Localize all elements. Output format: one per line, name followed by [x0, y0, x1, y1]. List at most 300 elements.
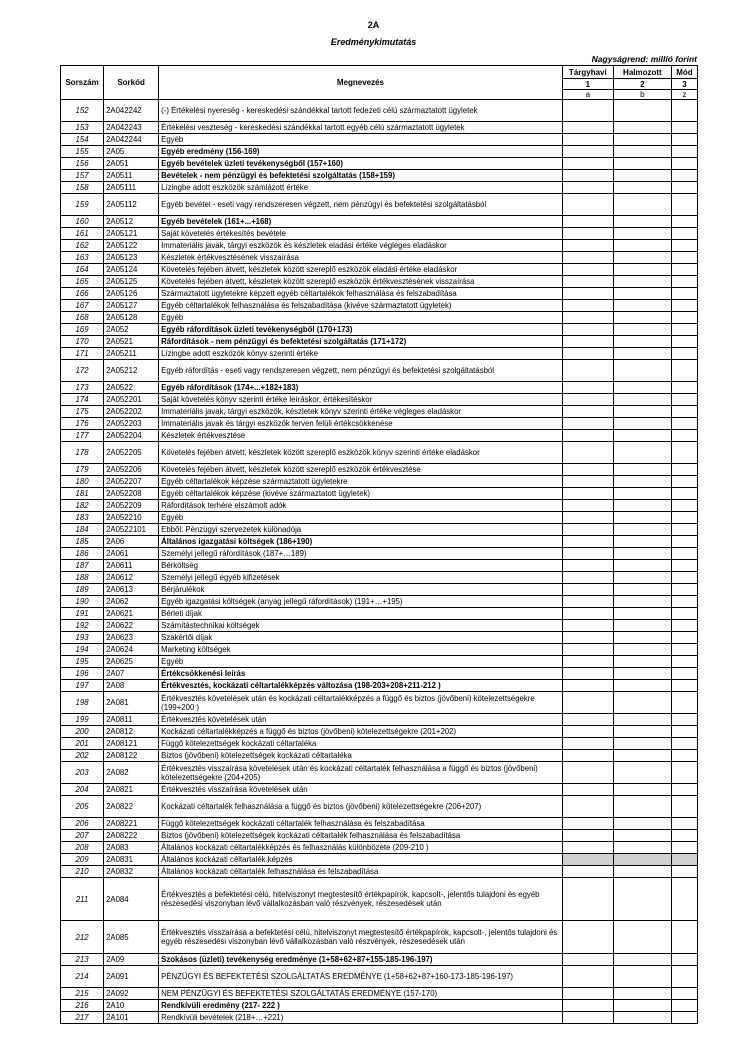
table-row: [61, 476, 698, 488]
cell-mod[interactable]: [671, 276, 697, 288]
cell-mod[interactable]: [671, 966, 697, 988]
row-code: 2A052206: [104, 464, 159, 476]
cell-targyhavi[interactable]: [562, 476, 613, 488]
cell-mod[interactable]: [671, 584, 697, 596]
row-code: 2A0822: [104, 796, 159, 818]
cell-halmozott[interactable]: [613, 738, 671, 750]
cell-targyhavi[interactable]: [562, 796, 613, 818]
cell-targyhavi[interactable]: [562, 228, 613, 240]
cell-targyhavi[interactable]: [562, 644, 613, 656]
cell-halmozott[interactable]: [613, 988, 671, 1000]
table-row: [61, 854, 698, 866]
cell-mod[interactable]: [671, 324, 697, 336]
table-row: [61, 738, 698, 750]
row-code: 2A0612: [104, 572, 159, 584]
row-number: 209: [61, 854, 104, 866]
table-row: [61, 796, 698, 818]
cell-mod[interactable]: [671, 240, 697, 252]
cell-mod[interactable]: [671, 360, 697, 382]
cell-targyhavi[interactable]: [562, 656, 613, 668]
row-description: Értékvesztés visszaírása követelések után és kockázati céltartalék felhasználása a függő és biztos (jövőbeni) kötelezettségekre (204+205): [159, 762, 563, 784]
cell-halmozott[interactable]: [613, 632, 671, 644]
table-row: [61, 548, 698, 560]
cell-mod[interactable]: [671, 524, 697, 536]
cell-halmozott[interactable]: [613, 692, 671, 714]
row-description: Bevételek - nem pénzügyi és befektetési szolgáltatás (158+159): [159, 170, 563, 182]
row-number: 191: [61, 608, 104, 620]
cell-targyhavi[interactable]: [562, 336, 613, 348]
cell-mod[interactable]: [671, 656, 697, 668]
row-description: Kockázati céltartalék felhasználása a függő és biztos (jövőbeni) kötelezettségekre (206+207): [159, 796, 563, 818]
cell-targyhavi[interactable]: [562, 134, 613, 146]
cell-halmozott[interactable]: [613, 146, 671, 158]
table-row: [61, 966, 698, 988]
cell-targyhavi[interactable]: [562, 122, 613, 134]
page-title: Eredménykimutatás: [330, 37, 417, 47]
cell-targyhavi[interactable]: [562, 146, 613, 158]
cell-targyhavi[interactable]: [562, 360, 613, 382]
row-number: 208: [61, 842, 104, 854]
cell-mod[interactable]: [671, 1000, 697, 1012]
row-description: Egyéb: [159, 134, 563, 146]
table-row: [61, 1012, 698, 1024]
row-code: 2A05: [104, 146, 159, 158]
cell-targyhavi[interactable]: [562, 158, 613, 170]
cell-halmozott[interactable]: [613, 122, 671, 134]
cell-targyhavi[interactable]: [562, 608, 613, 620]
cell-mod[interactable]: [671, 878, 697, 921]
cell-halmozott[interactable]: [613, 276, 671, 288]
cell-halmozott[interactable]: [613, 418, 671, 430]
table-row: [61, 608, 698, 620]
cell-targyhavi[interactable]: [562, 632, 613, 644]
row-description: Ráfordítások terhére elszámolt adók: [159, 500, 563, 512]
row-description: Egyéb céltartalékok felhasználása és felszabadítása (kivéve származtatott ügyletek): [159, 300, 563, 312]
cell-mod[interactable]: [671, 216, 697, 228]
cell-targyhavi[interactable]: [562, 418, 613, 430]
cell-mod[interactable]: [671, 500, 697, 512]
cell-mod[interactable]: [671, 228, 697, 240]
cell-mod[interactable]: [671, 122, 697, 134]
row-code: 2A05121: [104, 228, 159, 240]
cell-mod[interactable]: [671, 158, 697, 170]
row-number: 165: [61, 276, 104, 288]
cell-halmozott[interactable]: [613, 442, 671, 464]
header-megnevezes: Megnevezés: [159, 66, 563, 100]
cell-mod[interactable]: [671, 100, 697, 122]
row-description: Általános kockázati céltartalékképzés és felhasználás különbözete (209-210 ): [159, 842, 563, 854]
cell-halmozott[interactable]: [613, 240, 671, 252]
cell-mod[interactable]: [671, 560, 697, 572]
row-code: 2A0832: [104, 866, 159, 878]
row-code: 2A08121: [104, 738, 159, 750]
cell-mod[interactable]: [671, 382, 697, 394]
cell-targyhavi[interactable]: [562, 572, 613, 584]
table-body: [61, 100, 698, 1024]
cell-mod[interactable]: [671, 336, 697, 348]
cell-targyhavi[interactable]: [562, 488, 613, 500]
cell-halmozott[interactable]: [613, 324, 671, 336]
cell-targyhavi[interactable]: [562, 442, 613, 464]
cell-mod[interactable]: [671, 182, 697, 194]
cell-targyhavi[interactable]: [562, 288, 613, 300]
cell-targyhavi[interactable]: [562, 921, 613, 954]
cell-targyhavi[interactable]: [562, 182, 613, 194]
cell-mod[interactable]: [671, 442, 697, 464]
cell-mod[interactable]: [671, 750, 697, 762]
cell-mod[interactable]: [671, 264, 697, 276]
cell-halmozott[interactable]: [613, 620, 671, 632]
row-code: 2A062: [104, 596, 159, 608]
table-row: [61, 252, 698, 264]
cell-mod[interactable]: [671, 476, 697, 488]
cell-halmozott[interactable]: [613, 100, 671, 122]
row-code: 2A052210: [104, 512, 159, 524]
cell-halmozott[interactable]: [613, 336, 671, 348]
row-number: 154: [61, 134, 104, 146]
cell-mod[interactable]: [671, 632, 697, 644]
row-code: 2A0821: [104, 784, 159, 796]
cell-mod[interactable]: [671, 146, 697, 158]
cell-targyhavi[interactable]: [562, 866, 613, 878]
row-code: 2A05112: [104, 194, 159, 216]
cell-targyhavi[interactable]: [562, 726, 613, 738]
cell-mod[interactable]: [671, 818, 697, 830]
header-sorkod: Sorkód: [104, 66, 159, 100]
row-description: Értékvesztés visszaírása a befektetési célú, hitelviszonyt megtestesítő értékpapírok, kapcsolt-, jelentős tulajdoni és egyéb részesedési viszonyban lévő vállalkozásban való részvények, részesedések után: [159, 921, 563, 954]
cell-halmozott[interactable]: [613, 966, 671, 988]
row-number: 167: [61, 300, 104, 312]
cell-targyhavi[interactable]: [562, 216, 613, 228]
cell-mod[interactable]: [671, 680, 697, 692]
row-description: Biztos (jövőbeni) kötelezettségek kockázati céltartaléka: [159, 750, 563, 762]
cell-halmozott[interactable]: [613, 796, 671, 818]
cell-targyhavi[interactable]: [562, 988, 613, 1000]
cell-halmozott[interactable]: [613, 394, 671, 406]
row-code: 2A0621: [104, 608, 159, 620]
cell-mod[interactable]: [671, 536, 697, 548]
cell-targyhavi[interactable]: [562, 738, 613, 750]
cell-mod[interactable]: [671, 608, 697, 620]
table-row: [61, 146, 698, 158]
cell-targyhavi[interactable]: [562, 842, 613, 854]
cell-halmozott[interactable]: [613, 608, 671, 620]
cell-mod[interactable]: [671, 620, 697, 632]
row-number: 152: [61, 100, 104, 122]
cell-halmozott[interactable]: [613, 1000, 671, 1012]
cell-mod[interactable]: [671, 572, 697, 584]
cell-targyhavi[interactable]: [562, 762, 613, 784]
row-description: Személyi jellegű ráfordítások (187+…189): [159, 548, 563, 560]
cell-targyhavi[interactable]: [562, 1012, 613, 1024]
cell-mod[interactable]: [671, 252, 697, 264]
cell-mod[interactable]: [671, 921, 697, 954]
cell-halmozott[interactable]: [613, 194, 671, 216]
cell-halmozott[interactable]: [613, 228, 671, 240]
cell-targyhavi[interactable]: [562, 536, 613, 548]
cell-halmozott[interactable]: [613, 312, 671, 324]
cell-halmozott[interactable]: [613, 596, 671, 608]
cell-targyhavi[interactable]: [562, 714, 613, 726]
cell-halmozott[interactable]: [613, 714, 671, 726]
cell-mod[interactable]: [671, 288, 697, 300]
row-number: 179: [61, 464, 104, 476]
cell-mod[interactable]: [671, 548, 697, 560]
row-description: Értékvesztés követelések után: [159, 714, 563, 726]
cell-targyhavi[interactable]: [562, 854, 613, 866]
cell-halmozott[interactable]: [613, 954, 671, 966]
cell-mod[interactable]: [671, 830, 697, 842]
cell-targyhavi[interactable]: [562, 382, 613, 394]
cell-mod[interactable]: [671, 692, 697, 714]
cell-halmozott[interactable]: [613, 382, 671, 394]
table-row: [61, 680, 698, 692]
row-number: 189: [61, 584, 104, 596]
row-number: 203: [61, 762, 104, 784]
cell-targyhavi[interactable]: [562, 966, 613, 988]
cell-halmozott[interactable]: [613, 134, 671, 146]
cell-mod[interactable]: [671, 394, 697, 406]
cell-halmozott[interactable]: [613, 584, 671, 596]
cell-targyhavi[interactable]: [562, 406, 613, 418]
table-row: [61, 512, 698, 524]
row-number: 212: [61, 921, 104, 954]
table-row: [61, 488, 698, 500]
row-description: Egyéb: [159, 512, 563, 524]
cell-targyhavi[interactable]: [562, 680, 613, 692]
cell-targyhavi[interactable]: [562, 548, 613, 560]
cell-halmozott[interactable]: [613, 762, 671, 784]
row-number: 173: [61, 382, 104, 394]
cell-mod[interactable]: [671, 988, 697, 1000]
row-number: 199: [61, 714, 104, 726]
cell-mod[interactable]: [671, 300, 697, 312]
cell-mod[interactable]: [671, 738, 697, 750]
row-code: 2A05122: [104, 240, 159, 252]
cell-halmozott[interactable]: [613, 750, 671, 762]
row-number: 160: [61, 216, 104, 228]
cell-mod[interactable]: [671, 784, 697, 796]
cell-halmozott[interactable]: [613, 476, 671, 488]
cell-halmozott[interactable]: [613, 182, 671, 194]
cell-mod[interactable]: [671, 134, 697, 146]
row-code: 2A081: [104, 692, 159, 714]
row-number: 153: [61, 122, 104, 134]
row-description: Egyéb céltartalékok képzése (kivéve származtatott ügyletek): [159, 488, 563, 500]
header-targyhavi: Tárgyhavi: [562, 66, 613, 79]
cell-halmozott[interactable]: [613, 572, 671, 584]
row-description: Saját követelés könyv szerinti értéke leíráskor, értékesítéskor: [159, 394, 563, 406]
row-number: 207: [61, 830, 104, 842]
cell-targyhavi[interactable]: [562, 784, 613, 796]
cell-halmozott[interactable]: [613, 488, 671, 500]
cell-targyhavi[interactable]: [562, 818, 613, 830]
cell-targyhavi[interactable]: [562, 750, 613, 762]
row-code: 2A05126: [104, 288, 159, 300]
cell-halmozott[interactable]: [613, 300, 671, 312]
cell-mod[interactable]: [671, 796, 697, 818]
row-description: Ráfordítások - nem pénzügyi és befektetési szolgáltatás (171+172): [159, 336, 563, 348]
cell-targyhavi[interactable]: [562, 240, 613, 252]
cell-targyhavi[interactable]: [562, 500, 613, 512]
cell-targyhavi[interactable]: [562, 620, 613, 632]
row-description: Készletek értékvesztésének visszaírása: [159, 252, 563, 264]
cell-targyhavi[interactable]: [562, 170, 613, 182]
cell-halmozott[interactable]: [613, 348, 671, 360]
cell-targyhavi[interactable]: [562, 878, 613, 921]
table-row: [61, 228, 698, 240]
cell-mod[interactable]: [671, 866, 697, 878]
table-row: [61, 500, 698, 512]
cell-mod[interactable]: [671, 406, 697, 418]
cell-halmozott[interactable]: [613, 830, 671, 842]
cell-mod[interactable]: [671, 954, 697, 966]
cell-mod[interactable]: [671, 644, 697, 656]
cell-mod[interactable]: [671, 418, 697, 430]
row-number: 198: [61, 692, 104, 714]
cell-targyhavi[interactable]: [562, 252, 613, 264]
row-number: 214: [61, 966, 104, 988]
cell-halmozott[interactable]: [613, 854, 671, 866]
row-code: 2A08221: [104, 818, 159, 830]
row-code: 2A10: [104, 1000, 159, 1012]
cell-targyhavi[interactable]: [562, 830, 613, 842]
cell-mod[interactable]: [671, 512, 697, 524]
cell-mod[interactable]: [671, 488, 697, 500]
row-number: 197: [61, 680, 104, 692]
row-description: Általános kockázati céltartalék képzés: [159, 854, 563, 866]
cell-halmozott[interactable]: [613, 500, 671, 512]
row-number: 169: [61, 324, 104, 336]
cell-targyhavi[interactable]: [562, 100, 613, 122]
cell-mod[interactable]: [671, 842, 697, 854]
cell-halmozott[interactable]: [613, 536, 671, 548]
cell-targyhavi[interactable]: [562, 596, 613, 608]
row-code: 2A08: [104, 680, 159, 692]
cell-targyhavi[interactable]: [562, 264, 613, 276]
cell-halmozott[interactable]: [613, 842, 671, 854]
table-row: [61, 692, 698, 714]
cell-halmozott[interactable]: [613, 866, 671, 878]
row-number: 174: [61, 394, 104, 406]
row-description: PÉNZÜGYI ÉS BEFEKTETÉSI SZOLGÁLTATÁS EREDMÉNYE (1+58+62+87+160-173-185-196-197): [159, 966, 563, 988]
cell-halmozott[interactable]: [613, 784, 671, 796]
cell-targyhavi[interactable]: [562, 394, 613, 406]
row-number: 216: [61, 1000, 104, 1012]
cell-halmozott[interactable]: [613, 668, 671, 680]
cell-halmozott[interactable]: [613, 644, 671, 656]
table-row: [61, 878, 698, 921]
cell-targyhavi[interactable]: [562, 584, 613, 596]
cell-halmozott[interactable]: [613, 360, 671, 382]
cell-halmozott[interactable]: [613, 726, 671, 738]
row-code: 2A092: [104, 988, 159, 1000]
cell-mod[interactable]: [671, 1012, 697, 1024]
cell-targyhavi[interactable]: [562, 668, 613, 680]
cell-targyhavi[interactable]: [562, 194, 613, 216]
header-col-num-1: 1: [562, 79, 613, 90]
cell-mod[interactable]: [671, 430, 697, 442]
cell-mod[interactable]: [671, 312, 697, 324]
cell-halmozott[interactable]: [613, 158, 671, 170]
row-number: 215: [61, 988, 104, 1000]
table-row: [61, 394, 698, 406]
cell-targyhavi[interactable]: [562, 300, 613, 312]
cell-halmozott[interactable]: [613, 1012, 671, 1024]
cell-mod[interactable]: [671, 854, 697, 866]
cell-mod[interactable]: [671, 194, 697, 216]
row-code: 2A07: [104, 668, 159, 680]
cell-halmozott[interactable]: [613, 548, 671, 560]
header-col-num-3: 3: [671, 79, 697, 90]
cell-halmozott[interactable]: [613, 170, 671, 182]
table-row: [61, 584, 698, 596]
cell-halmozott[interactable]: [613, 406, 671, 418]
row-description: Egyéb ráfordítások (174+...+182+183): [159, 382, 563, 394]
cell-halmozott[interactable]: [613, 560, 671, 572]
cell-mod[interactable]: [671, 170, 697, 182]
row-description: Értékvesztés a befektetési célú, hitelviszonyt megtestesítő értékpapírok, kapcsolt-, jelentős tulajdoni és egyéb részesedési viszonyban lévő vállalkozásban való részvények, részesedések után: [159, 878, 563, 921]
cell-halmozott[interactable]: [613, 818, 671, 830]
cell-halmozott[interactable]: [613, 216, 671, 228]
cell-targyhavi[interactable]: [562, 348, 613, 360]
cell-halmozott[interactable]: [613, 656, 671, 668]
cell-mod[interactable]: [671, 668, 697, 680]
row-description: Értékvesztés visszaírása követelések után: [159, 784, 563, 796]
cell-halmozott[interactable]: [613, 878, 671, 921]
cell-halmozott[interactable]: [613, 680, 671, 692]
cell-halmozott[interactable]: [613, 430, 671, 442]
cell-targyhavi[interactable]: [562, 276, 613, 288]
cell-mod[interactable]: [671, 464, 697, 476]
cell-halmozott[interactable]: [613, 512, 671, 524]
row-code: 2A0624: [104, 644, 159, 656]
cell-halmozott[interactable]: [613, 288, 671, 300]
row-description: Egyéb céltartalékok képzése származtatott ügyletekre: [159, 476, 563, 488]
cell-halmozott[interactable]: [613, 921, 671, 954]
cell-targyhavi[interactable]: [562, 430, 613, 442]
cell-mod[interactable]: [671, 762, 697, 784]
table-row: [61, 158, 698, 170]
cell-halmozott[interactable]: [613, 252, 671, 264]
cell-halmozott[interactable]: [613, 524, 671, 536]
table-row: [61, 784, 698, 796]
cell-targyhavi[interactable]: [562, 560, 613, 572]
cell-halmozott[interactable]: [613, 464, 671, 476]
cell-targyhavi[interactable]: [562, 312, 613, 324]
cell-targyhavi[interactable]: [562, 692, 613, 714]
cell-mod[interactable]: [671, 596, 697, 608]
cell-targyhavi[interactable]: [562, 954, 613, 966]
cell-mod[interactable]: [671, 348, 697, 360]
cell-mod[interactable]: [671, 726, 697, 738]
cell-targyhavi[interactable]: [562, 512, 613, 524]
cell-targyhavi[interactable]: [562, 464, 613, 476]
cell-targyhavi[interactable]: [562, 324, 613, 336]
row-number: 217: [61, 1012, 104, 1024]
cell-halmozott[interactable]: [613, 264, 671, 276]
row-number: 186: [61, 548, 104, 560]
cell-targyhavi[interactable]: [562, 1000, 613, 1012]
cell-targyhavi[interactable]: [562, 524, 613, 536]
row-code: 2A052204: [104, 430, 159, 442]
row-description: (-) Értékelési nyereség - kereskedési szándékkal tartott fedezeti célú származtatott ügyletek: [159, 100, 563, 122]
cell-mod[interactable]: [671, 714, 697, 726]
row-code: 2A05111: [104, 182, 159, 194]
row-code: 2A083: [104, 842, 159, 854]
table-row: [61, 726, 698, 738]
row-description: NEM PÉNZÜGYI ÉS BEFEKTETÉSI SZOLGÁLTATÁS EREDMÉNYE (157-170): [159, 988, 563, 1000]
